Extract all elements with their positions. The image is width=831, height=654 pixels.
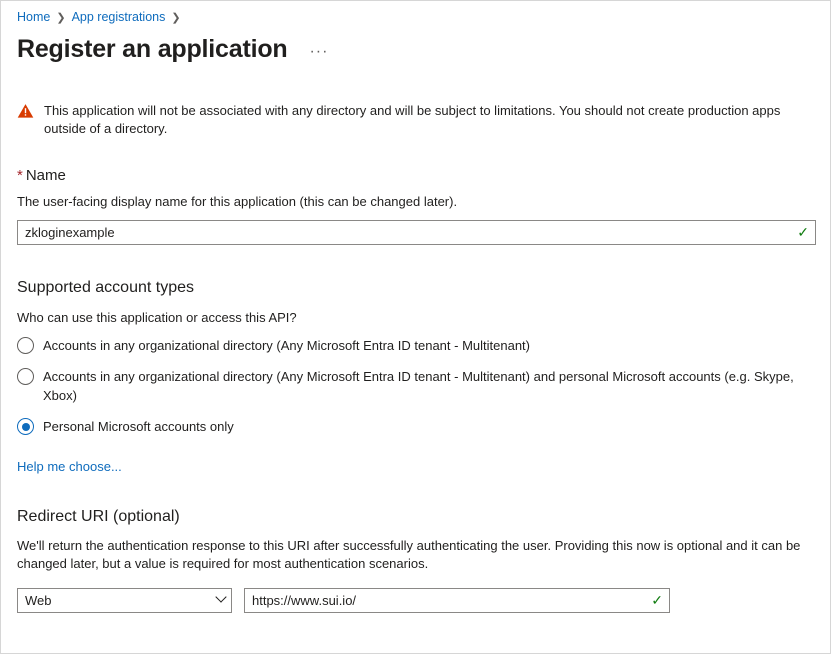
radio-label: Accounts in any organizational directory (Any Microsoft Entra ID tenant - Multitenant) and personal Microsoft accounts (e.g. Skype, Xbox) xyxy=(43,369,794,403)
redirect-uri-description: We'll return the authentication response to this URI after successfully authenticating the user. Providing this now is optional and it can be changed later, but a value is required for most authentication scenarios. xyxy=(17,537,801,572)
redirect-uri-row xyxy=(17,588,814,613)
chevron-right-icon-2: ❯ xyxy=(171,11,181,24)
radio-option-personal-only[interactable] xyxy=(17,418,814,436)
name-label xyxy=(17,167,814,184)
breadcrumb-item-home[interactable]: Home xyxy=(17,10,51,24)
account-types-radio-group xyxy=(17,337,814,437)
radio-indicator[interactable] xyxy=(17,337,34,354)
chevron-right-icon: ❯ xyxy=(56,11,66,24)
redirect-uri-section xyxy=(1,508,830,613)
help-me-choose-link[interactable]: Help me choose... xyxy=(17,458,122,474)
breadcrumb xyxy=(1,1,830,24)
supported-account-types-heading: Supported account types xyxy=(17,278,195,296)
radio-label: Personal Microsoft accounts only xyxy=(43,419,234,435)
radio-label: Accounts in any organizational directory (Any Microsoft Entra ID tenant - Multitenant) xyxy=(43,337,530,353)
name-label-text: Name xyxy=(25,166,66,184)
more-actions-icon[interactable]: ··· xyxy=(309,43,329,60)
page-title: Register an application xyxy=(17,34,288,63)
checkmark-icon: ✓ xyxy=(797,223,809,240)
radio-indicator-selected[interactable] xyxy=(17,418,34,435)
warning-banner xyxy=(17,102,814,139)
warning-triangle-icon xyxy=(17,103,34,122)
warning-text: This application will not be associated with any directory and will be subject to limitations. You should not create production apps outside of a directory. xyxy=(44,103,781,137)
radio-indicator[interactable] xyxy=(17,368,34,385)
platform-select-wrap xyxy=(17,588,232,613)
radio-option-multitenant[interactable] xyxy=(17,337,814,355)
name-input[interactable] xyxy=(17,220,816,245)
platform-select[interactable] xyxy=(17,588,232,613)
redirect-uri-input[interactable] xyxy=(244,588,670,613)
supported-account-types-section xyxy=(1,279,830,474)
required-marker: * xyxy=(17,166,23,184)
name-section xyxy=(1,167,830,245)
redirect-uri-heading: Redirect URI (optional) xyxy=(17,507,180,525)
name-description: The user-facing display name for this application (this can be changed later). xyxy=(17,193,458,209)
checkmark-icon: ✓ xyxy=(651,591,663,608)
radio-option-multitenant-and-personal[interactable] xyxy=(17,368,814,405)
breadcrumb-item-app-registrations[interactable]: App registrations xyxy=(71,10,166,24)
supported-account-types-question: Who can use this application or access this API? xyxy=(17,309,297,325)
platform-select-value: Web xyxy=(25,592,52,608)
title-row xyxy=(1,24,830,64)
redirect-uri-input-wrap xyxy=(244,588,670,613)
name-input-wrap xyxy=(17,220,816,245)
